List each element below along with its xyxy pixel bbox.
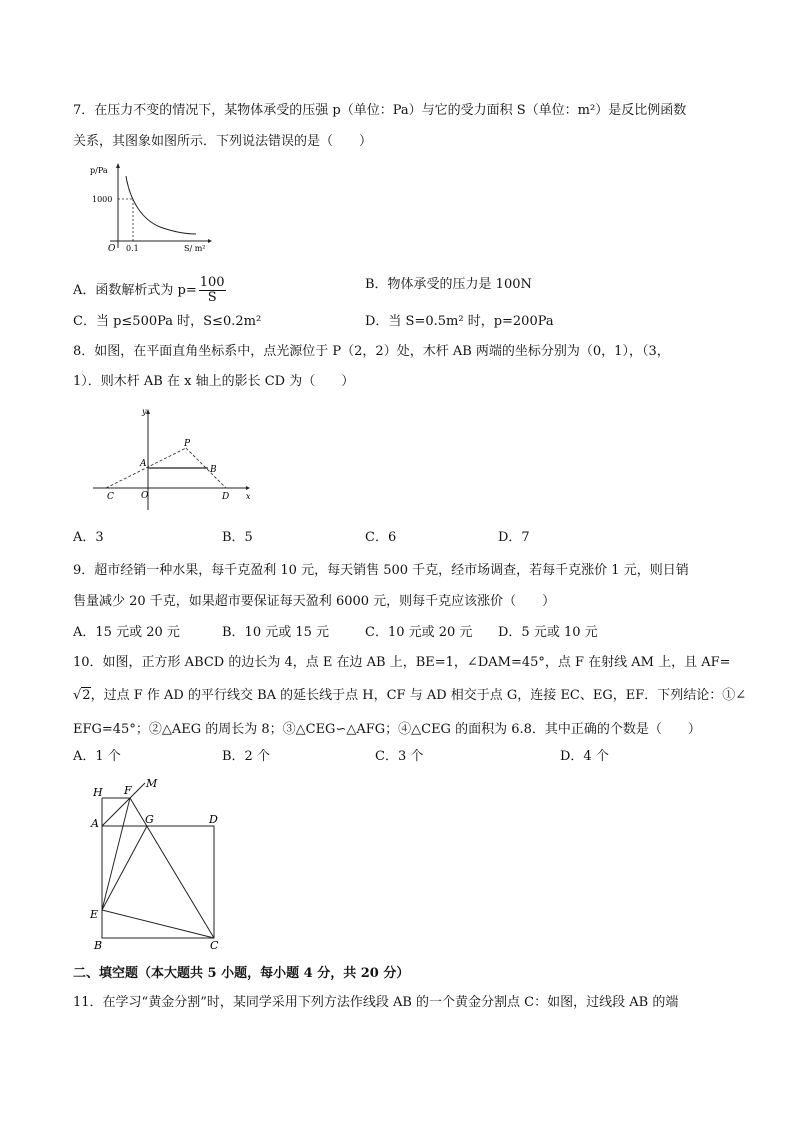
- q9-stem-line2: 售量减少 20 千克，如果超市要保证每天盈利 6000 元，则每千克应该涨价（ ）: [73, 594, 556, 609]
- q8-label-d: D: [222, 492, 230, 502]
- q10-option-d: D．4 个: [560, 749, 609, 764]
- q7-stem-line2: 关系，其图象如图所示．下列说法错误的是（ ）: [73, 134, 373, 149]
- q8-y-arrow: [146, 409, 150, 414]
- q8-label-p: P: [184, 439, 191, 449]
- section-2-heading: 二、填空题（本大题共 5 小题，每小题 4 分，共 20 分）: [73, 966, 410, 981]
- q10-stem-line2: [73, 687, 746, 705]
- q8-option-a: A．3: [73, 530, 104, 545]
- q10-line-eg: [102, 826, 147, 910]
- q10-label-d: D: [209, 813, 218, 826]
- q7-curve: [126, 176, 196, 234]
- q8-option-d: D．7: [498, 530, 530, 545]
- q10-line-fe: [102, 798, 130, 910]
- q8-label-b: B: [210, 465, 217, 475]
- q10-label-b: B: [94, 939, 103, 952]
- q7-option-a-text: A．函数解析式为 p=: [73, 283, 197, 298]
- q8-stem-line1: 8．如图，在平面直角坐标系中，点光源位于 P（2，2）处，木杆 AB 两端的坐标分别为（0，1），（3，: [73, 344, 670, 359]
- q9-option-d: D．5 元或 10 元: [498, 625, 598, 640]
- q7-origin: O: [108, 244, 116, 252]
- q10-label-h: H: [93, 786, 103, 799]
- q7-option-b: B．物体承受的压力是 100N: [365, 277, 532, 292]
- q9-stem-line1: 9．超市经销一种水果，每千克盈利 10 元，每天销售 500 千克，经市场调查，若每千克涨价 1 元，则日销: [73, 563, 689, 578]
- q10-line-ec: [102, 910, 214, 938]
- q10-stem-line2-text: ，过点 F 作 AD 的平行线交 BA 的延长线于点 H，CF 与 AD 相交于点 G，连接 EC、EG，EF．下列结论：①∠: [90, 688, 747, 703]
- q10-label-e: E: [90, 908, 99, 921]
- q8-label-o: O: [141, 491, 149, 501]
- q10-stem-line3: EFG=45°；②△AEG 的周长为 8；③△CEG∽△AFG；④△CEG 的面积为 6.8．其中正确的个数是（ ）: [73, 722, 701, 737]
- q8-label-x: x: [246, 492, 251, 501]
- q10-option-b: B．2 个: [222, 749, 270, 764]
- q10-sqrt-sign: √: [73, 688, 82, 703]
- q7-option-a-fraction: [199, 276, 226, 305]
- q7-x-label: S/ m²: [184, 244, 206, 252]
- q8-option-c: C．6: [365, 530, 397, 545]
- q10-label-a: A: [91, 817, 99, 830]
- q9-option-a: A．15 元或 20 元: [73, 625, 180, 640]
- q10-option-c: C．3 个: [375, 749, 424, 764]
- q7-option-d: D．当 S=0.5m² 时，p=200Pa: [365, 314, 554, 329]
- q11-stem-line1: 11．在学习“黄金分割”时，某同学采用下列方法作线段 AB 的一个黄金分割点 C：如图，过线段 AB 的端: [73, 995, 679, 1010]
- q7-y-arrow: [116, 163, 120, 168]
- q7-stem-line1: 7．在压力不变的情况下，某物体承受的压强 p（单位：Pa）与它的受力面积 S（单位：m²）是反比例函数: [73, 103, 687, 118]
- q10-label-m: M: [146, 777, 158, 790]
- q7-option-a: [73, 276, 226, 305]
- q7-frac-den: S: [207, 290, 217, 305]
- q7-frac-num: 100: [199, 275, 225, 290]
- q7-tick-y: 1000: [92, 195, 113, 204]
- q10-label-f: F: [124, 784, 132, 797]
- q7-tick-x: 0.1: [126, 244, 139, 252]
- q10-option-a: A．1 个: [73, 749, 121, 764]
- q10-label-c: C: [210, 939, 219, 952]
- q8-x-arrow: [246, 486, 250, 490]
- q7-option-c: C．当 p≤500Pa 时，S≤0.2m²: [73, 314, 262, 329]
- q10-figure: [85, 774, 230, 954]
- q8-figure: [88, 402, 258, 514]
- q9-option-b: B．10 元或 15 元: [222, 625, 330, 640]
- q10-line-fc: [130, 798, 214, 938]
- q10-label-g: G: [145, 813, 154, 826]
- q8-stem-line2: 1）．则木杆 AB 在 x 轴上的影长 CD 为（ ）: [73, 374, 355, 389]
- q8-label-c: C: [107, 492, 114, 502]
- q8-label-a: A: [140, 459, 147, 469]
- q10-stem-line1: 10．如图，正方形 ABCD 的边长为 4，点 E 在边 AB 上，BE=1，∠DAM=45°，点 F 在射线 AM 上，且 AF=: [73, 655, 731, 670]
- q9-option-c: C．10 元或 20 元: [365, 625, 473, 640]
- q10-sqrt-value: 2: [82, 688, 91, 703]
- q8-label-y: y: [142, 407, 147, 416]
- q7-x-arrow: [208, 239, 212, 243]
- q7-graph: [88, 160, 213, 252]
- q8-option-b: B．5: [222, 530, 253, 545]
- q7-y-label: p/Pa: [90, 166, 108, 175]
